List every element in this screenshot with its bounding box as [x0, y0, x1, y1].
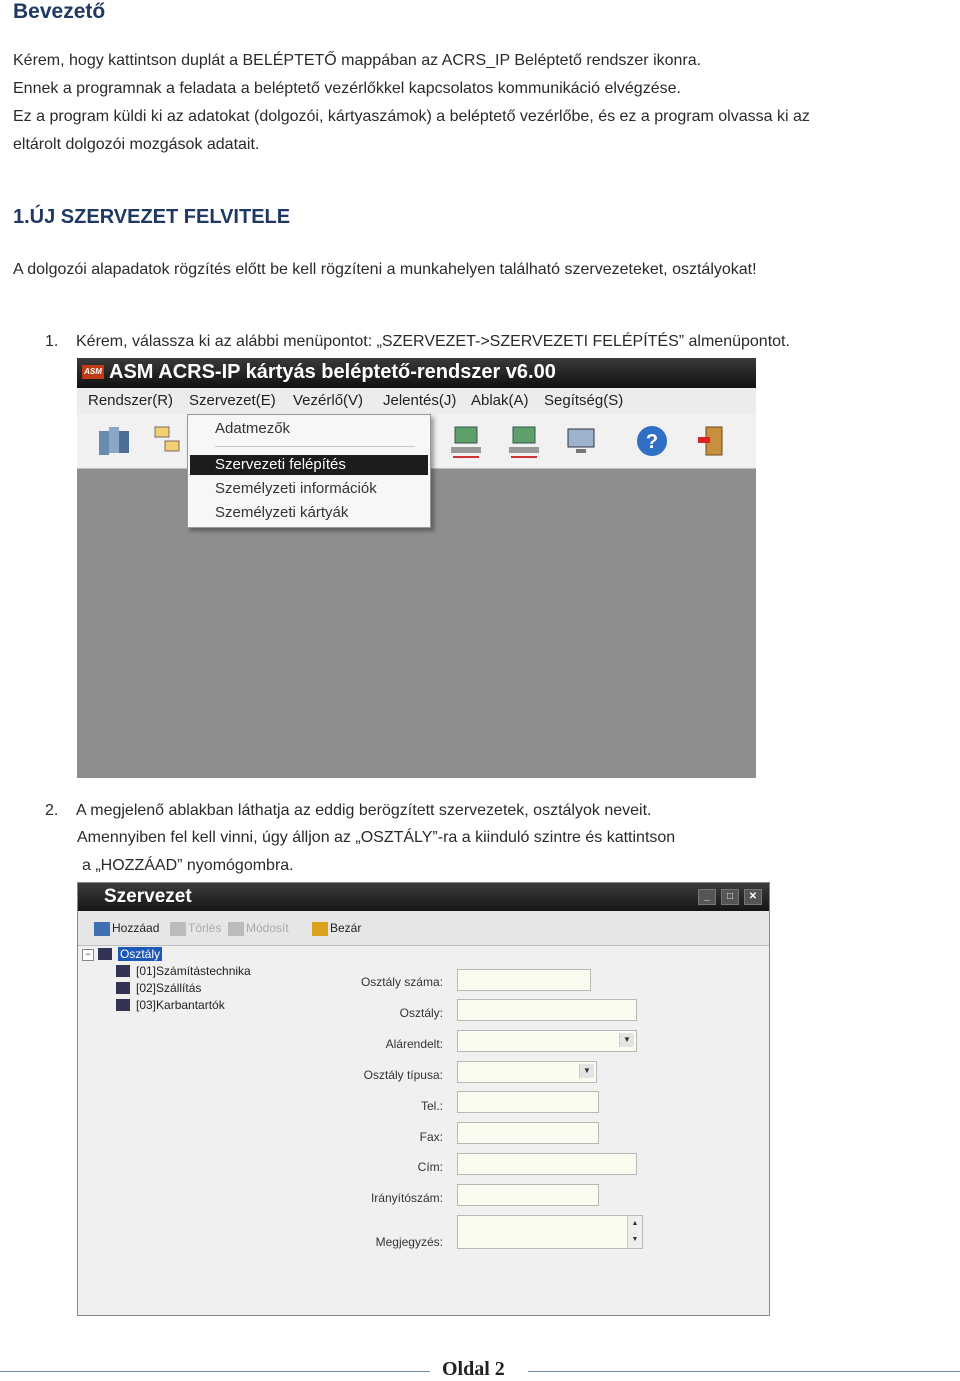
- intro-line-2: Ennek a programnak a feladata a beléptető vezérlőkkel kapcsolatos kommunikáció elvégzése.: [13, 80, 681, 97]
- tree-people-icon: [116, 982, 130, 994]
- minimize-icon[interactable]: _: [698, 889, 716, 905]
- cim-input[interactable]: [457, 1153, 637, 1175]
- osztaly-tipusa-select[interactable]: [457, 1061, 597, 1083]
- intro-line-4: eltárolt dolgozói mozgások adatait.: [13, 136, 260, 153]
- label-fax: Fax:: [419, 1130, 443, 1144]
- intro-line-1: Kérem, hogy kattintson duplát a BELÉPTETŐ mappában az ACRS_IP Beléptető rendszer ikonra.: [13, 52, 702, 69]
- menu-separator: [215, 446, 415, 447]
- tel-input[interactable]: [457, 1091, 599, 1113]
- controller-icon[interactable]: [95, 421, 135, 461]
- torles-button[interactable]: [170, 921, 221, 937]
- tree-item[interactable]: [03]Karbantartók: [136, 998, 225, 1012]
- network-computer-2-icon[interactable]: [505, 421, 545, 461]
- menu-vezerlo[interactable]: Vezérlő(V): [293, 392, 364, 409]
- organization-tree-icon[interactable]: [149, 421, 189, 461]
- svg-text:?: ?: [645, 431, 659, 453]
- page-heading: Bevezető: [13, 0, 106, 23]
- label-osztaly-szama: Osztály száma:: [360, 975, 443, 989]
- close-icon[interactable]: ✕: [744, 889, 762, 905]
- szervezet-titlebar: [78, 883, 769, 911]
- bezar-button[interactable]: [312, 921, 361, 937]
- scrollbar-arrows-icon[interactable]: ▲ ▼: [627, 1216, 642, 1248]
- step2-line-1: A megjelenő ablakban láthatja az eddig berögzített szervezetek, osztályok neveit.: [76, 802, 652, 819]
- chevron-down-icon[interactable]: ▼: [619, 1033, 634, 1047]
- add-people-icon: [94, 922, 110, 936]
- tree-collapse-icon[interactable]: −: [82, 949, 94, 961]
- megjegyzes-textarea[interactable]: [457, 1215, 643, 1249]
- label-megjegyzes: Megjegyzés:: [375, 1235, 443, 1249]
- edit-people-icon: [228, 922, 244, 936]
- osztaly-szama-input[interactable]: [457, 969, 591, 991]
- step2-line-2: Amennyiben fel kell vinni, úgy álljon az „OSZTÁLY”-ra a kiinduló szintre és kattintson: [77, 829, 676, 846]
- label-tel: Tel.:: [420, 1099, 443, 1113]
- menu-item-szervezeti-felepites[interactable]: Szervezeti felépítés: [215, 456, 346, 473]
- chevron-down-icon[interactable]: ▼: [579, 1064, 594, 1078]
- main-window-titlebar: [77, 358, 756, 388]
- menu-szervezet[interactable]: Szervezet(E): [189, 392, 276, 409]
- main-menubar: [77, 388, 756, 415]
- hozzaad-button[interactable]: [94, 921, 159, 937]
- label-osztaly: Osztály:: [399, 1006, 443, 1020]
- section-intro: A dolgozói alapadatok rögzítés előtt be kell rögzíteni a munkahelyen található szervezeteket, osztályokat!: [13, 261, 757, 278]
- szervezet-dropdown-menu: [187, 414, 431, 528]
- step2-number: 2.: [45, 802, 59, 819]
- label-iranyitoszam: Irányítószám:: [370, 1191, 443, 1205]
- screenshot-main-window: [77, 358, 756, 778]
- tree-people-icon: [98, 948, 112, 960]
- szervezet-toolbar: [78, 911, 769, 946]
- label-alarendelt: Alárendelt:: [385, 1037, 443, 1051]
- exit-door-icon: [312, 922, 328, 936]
- szervezet-title: Szervezet: [104, 886, 192, 907]
- tree-item[interactable]: [01]Számítástechnika: [136, 964, 251, 978]
- exit-door-icon[interactable]: [694, 421, 734, 461]
- tree-people-icon: [116, 965, 130, 977]
- menu-rendszer[interactable]: Rendszer(R): [88, 392, 174, 409]
- tree-people-icon: [116, 999, 130, 1011]
- section-title: 1.ÚJ SZERVEZET FELVITELE: [13, 206, 291, 228]
- footer-rule-right: [528, 1371, 960, 1372]
- iranyitoszam-input[interactable]: [457, 1184, 599, 1206]
- delete-people-icon: [170, 922, 186, 936]
- label-cim: Cím:: [417, 1160, 443, 1174]
- step1-number: 1.: [45, 333, 59, 350]
- tree-item[interactable]: [02]Szállítás: [136, 981, 202, 995]
- asm-logo: ASM: [82, 365, 104, 379]
- hozzaad-label: Hozzáad: [112, 921, 160, 935]
- help-icon[interactable]: [632, 421, 672, 461]
- osztaly-input[interactable]: [457, 999, 637, 1021]
- intro-line-3: Ez a program küldi ki az adatokat (dolgozói, kártyaszámok) a beléptető vezérlőbe, és ez a program olvassa ki az: [13, 108, 810, 125]
- modosit-button[interactable]: [228, 921, 289, 937]
- menu-segitseg[interactable]: Segítség(S): [544, 392, 624, 409]
- modosit-label: Módosít: [246, 921, 289, 935]
- bezar-label: Bezár: [330, 921, 362, 935]
- label-osztaly-tipusa: Osztály típusa:: [363, 1068, 443, 1082]
- menu-jelentes[interactable]: Jelentés(J): [383, 392, 457, 409]
- tree-root-osztaly[interactable]: Osztály: [120, 947, 161, 961]
- main-window-title: ASM ACRS-IP kártyás beléptető-rendszer v6.00: [109, 361, 556, 383]
- step2-line-3: a „HOZZÁAD” nyomógombra.: [82, 857, 294, 874]
- menu-item-adatmezok[interactable]: Adatmezők: [215, 420, 291, 437]
- menu-item-szemelyzeti-kartyak[interactable]: Személyzeti kártyák: [215, 504, 349, 521]
- menu-ablak[interactable]: Ablak(A): [471, 392, 529, 409]
- footer-rule-left: [0, 1371, 430, 1372]
- screenshot-szervezet-window: [77, 882, 770, 1316]
- page-number: Oldal 2: [442, 1358, 505, 1380]
- monitor-icon[interactable]: [562, 421, 602, 461]
- maximize-icon[interactable]: □: [721, 889, 739, 905]
- torles-label: Törlés: [188, 921, 222, 935]
- network-computer-icon[interactable]: [447, 421, 487, 461]
- step1-text: Kérem, válassza ki az alábbi menüpontot: „SZERVEZET->SZERVEZETI FELÉPÍTÉS” almenüpontot.: [76, 333, 790, 350]
- alarendelt-select[interactable]: [457, 1030, 637, 1052]
- menu-item-szemelyzeti-informaciok[interactable]: Személyzeti információk: [215, 480, 377, 497]
- fax-input[interactable]: [457, 1122, 599, 1144]
